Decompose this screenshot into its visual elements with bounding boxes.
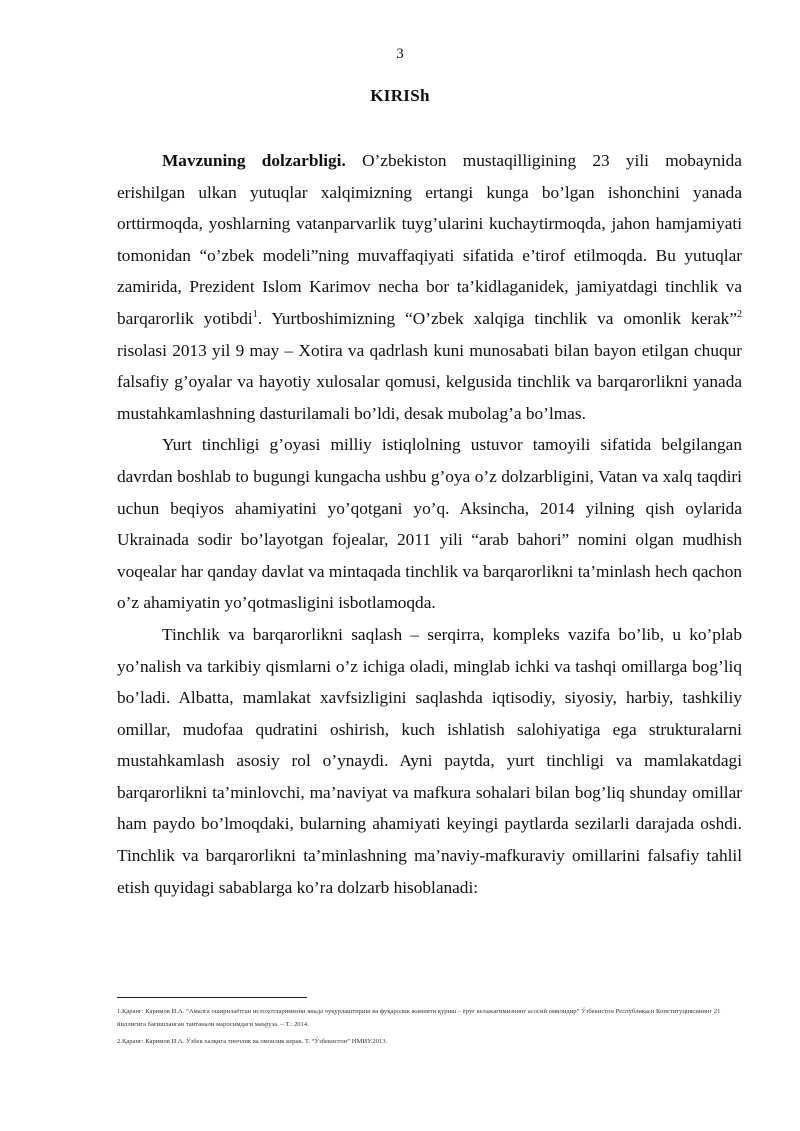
footnote-1: 1.Қаранг: Каримов И.А. “Амалга оширилаётган ислоҳотларимизни янада чуқурлаштириш ва фуқаролик жамияти қуриш – ёруғ келажагимизнинг асосий омилидир” Ўзбекистон Республикаси Конституциясининг 21 йиллигига бағишланган тантанали маросимдаги маъруза. – Т.: 2014. (117, 1008, 721, 1028)
section-title: KIRISh (370, 86, 430, 105)
paragraph-text: risolasi 2013 yil 9 may – Xotira va qadrlash kuni munosabati bilan bayon etilgan chuqur falsafiy g’oyalar va hayotiy xulosalar qomusi, kelgusida tinchlik va barqarorlikni yanada mustahkamlashning dasturilamali bo’ldi, desak mubolag’a bo’lmas. (117, 340, 742, 423)
footnote-ref-1[interactable]: 1 (252, 309, 258, 321)
paragraph-text: O’zbekiston mustaqilligining 23 yili mobaynida erishilgan ulkan yutuqlar xalqimizning ertangi kunga bo’lgan ishonchini yanada orttirmoqda, yoshlarning vatanparvarlik tuyg’ularini kuchaytirmoqda, jahon hamjamiyati tomonidan “o’zbek modeli”ning muvaffaqiyati sifatida e’tirof etilmoqda. Bu yutuqlar zamirida, Prezident Islom Karimov necha bor ta’kidlaganidek, jamiyatdagi tinchlik va barqarorlik yotibdi (117, 151, 742, 328)
footnote-divider (117, 997, 307, 998)
page-number: 3 (396, 46, 404, 62)
paragraph-2: Yurt tinchligi g’oyasi milliy istiqlolning ustuvor tamoyili sifatida belgilangan davrdan boshlab to bugungi kungacha ushbu g’oya o’z dolzarbligini, Vatan va xalq taqdiri uchun beqiyos ahamiyatini yo’qotgani yo’q. Aksincha, 2014 yilning qish oylarida Ukrainada sodir bo’layotgan fojealar, 2011 yili “arab bahori” nomini olgan mudhish voqealar har qanday davlat va mintaqada tinchlik va barqarorlikni ta’minlash hech qachon o’z ahamiyatin yo’qotmasligini isbotlamoqda. (117, 435, 742, 613)
paragraph-1 (117, 145, 742, 429)
paragraph-text: . Yurtboshimizning “O’zbek xalqiga tinchlik va omonlik kerak” (257, 308, 737, 328)
footnote-ref-2[interactable]: 2 (737, 309, 742, 321)
paragraph-lead: Mavzuning dolzarbligi. (162, 151, 346, 170)
body-text (117, 145, 742, 903)
paragraph-3: Tinchlik va barqarorlikni saqlash – serqirra, kompleks vazifa bo’lib, u ko’plab yo’nalish va tarkibiy qismlarni o’z ichiga oladi, minglab ichki va tashqi omillarga bog’liq bo’ladi. Albatta, mamlakat xavfsizligini saqlashda iqtisodiy, siyosiy, harbiy, tashkiliy omillar, mudofaa qudratini oshirish, kuch ishlatish salohiyatiga ega strukturalarni mustahkamlash asosiy rol o’ynaydi. Ayni paytda, yurt tinchligi va mamlakatdagi barqarorlikni ta’minlovchi, ma’naviyat va mafkura sohalari bilan bog’liq shunday omillar ham paydo bo’lmoqdaki, bularning ahamiyati keyingi paytlarda sezilarli darajada oshdi. Tinchlik va barqarorlikni ta’minlashning ma’naviy-mafkuraviy omillarini falsafiy tahlil etish quyidagi sabablarga ko’ra dolzarb hisoblanadi: (117, 624, 742, 897)
footnote-2: 2.Қаранг: Каримов И.А. Ўзбек халқига тинчлик ва омонлик керак. Т. “Ўзбекистон” НМИУ.2013. (117, 1038, 388, 1045)
footnotes (117, 1005, 742, 1048)
